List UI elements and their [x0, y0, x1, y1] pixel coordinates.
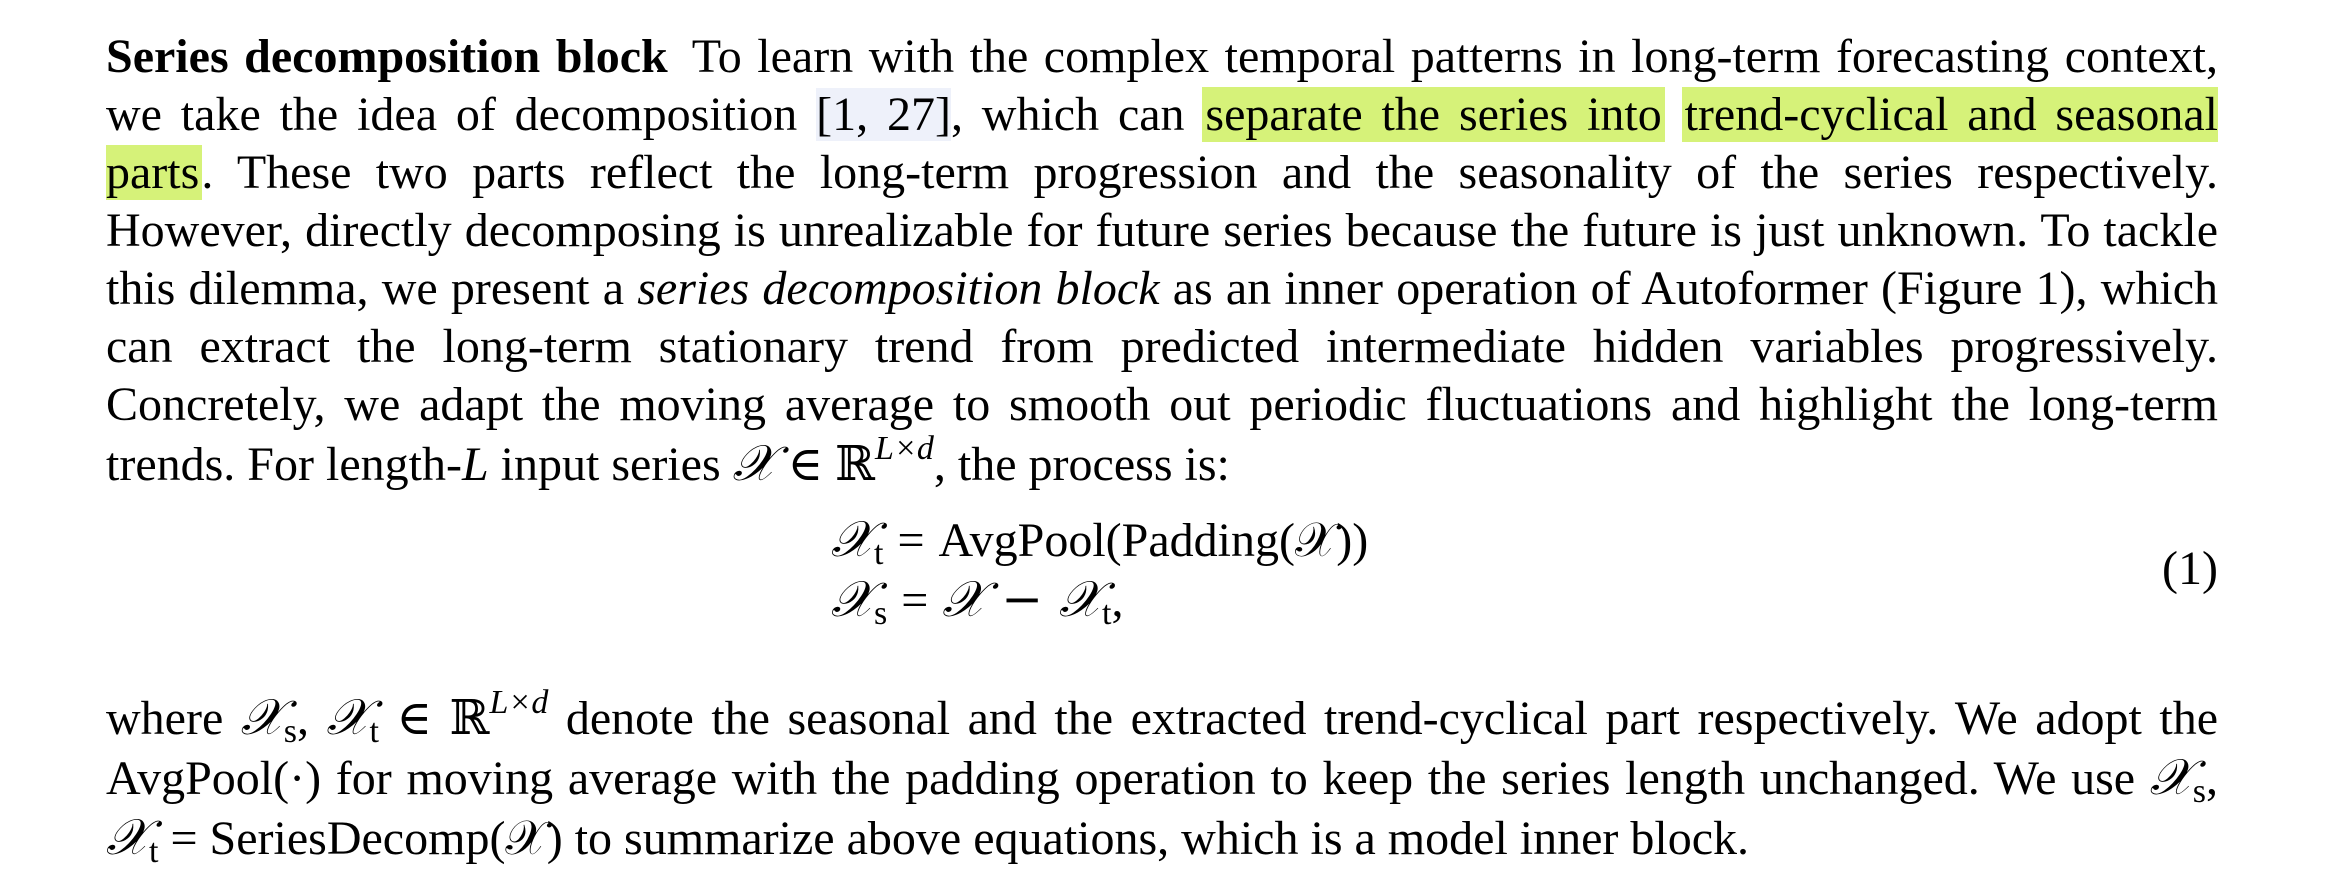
- text-run: denote the seasonal and the extracted trend-cyclical part respectively. We adopt the: [548, 692, 2219, 745]
- math-equals: =: [901, 574, 929, 627]
- math-X: 𝒳: [831, 570, 874, 628]
- emphasis-term: series decomposition block: [637, 262, 1160, 315]
- equation-line-2: [831, 570, 1123, 630]
- paragraph-where: [106, 684, 2219, 870]
- math-subscript: t: [1102, 595, 1112, 632]
- text-run: where: [106, 692, 241, 745]
- math-equals: =: [897, 514, 925, 567]
- math-X: 𝒳: [732, 434, 776, 492]
- math-subscript: s: [283, 713, 298, 750]
- math-rhs: AvgPool(Padding(𝒳)): [938, 514, 1369, 567]
- section-heading: Series decomposition block: [106, 30, 668, 83]
- equation-line-1: [831, 510, 1368, 570]
- math-avgpool: AvgPool(·): [106, 752, 322, 805]
- math-X: 𝒳: [2149, 748, 2193, 806]
- math-comma: ,: [297, 692, 327, 745]
- math-L: L: [461, 438, 489, 491]
- math-subscript: t: [369, 713, 379, 750]
- text-run: as an inner operation of Autoformer (Figure 1), which can extract the long-term stationary trend from predicted intermediate hidden variables progressively. Concretely, we adapt the moving average to smooth out periodic fluctuations and highlight the long-term trends. For length-: [106, 262, 2219, 491]
- math-superscript: L×d: [489, 684, 549, 721]
- text-run: to summarize above equations, which is a model inner block.: [562, 812, 1750, 865]
- highlight-2[interactable]: trend-cyclical and seasonal parts: [106, 88, 2219, 199]
- math-X: 𝒳: [326, 688, 370, 746]
- text-run: input series: [488, 438, 733, 491]
- math-comma: ,: [1111, 574, 1124, 627]
- text-run: for moving average with the padding operation to keep the series length unchanged. We use: [321, 752, 2150, 805]
- text-run: , which can: [950, 88, 1204, 141]
- paragraph-series-decomposition: [106, 28, 2218, 494]
- text-run: To learn with the complex temporal patterns in long-term forecasting context, we take the idea of decomposition: [106, 30, 2219, 141]
- math-series-decomp: = SeriesDecomp(𝒳): [158, 812, 563, 865]
- text-run: , the process is:: [933, 438, 1230, 491]
- math-superscript: L×d: [875, 430, 934, 467]
- math-X: 𝒳: [831, 510, 874, 568]
- math-subscript: s: [874, 595, 888, 632]
- math-in-R: ∈ ℝ: [379, 692, 490, 745]
- paper-page: [106, 28, 2218, 868]
- math-subscript: t: [874, 535, 884, 572]
- math-rhs: 𝒳 − 𝒳: [942, 570, 1102, 628]
- text-run: . These two parts reflect the long-term progression and the seasonality of the series respectively. However, directly decomposing is unrealizable for future series because the future is just unknown. To tackle this dilemma, we present a: [106, 146, 2218, 315]
- math-X: 𝒳: [106, 808, 149, 866]
- math-X: 𝒳: [240, 688, 284, 746]
- equation-block: [106, 504, 2218, 682]
- citation-link[interactable]: [1, 27]: [816, 88, 951, 141]
- math-subscript: s: [2192, 773, 2206, 810]
- math-comma: ,: [2206, 752, 2218, 805]
- equation-number: (1): [2162, 542, 2218, 595]
- math-in-R: ∈ ℝ: [775, 438, 876, 491]
- highlight-1[interactable]: separate the series into: [1205, 88, 1662, 141]
- math-subscript: t: [149, 833, 159, 870]
